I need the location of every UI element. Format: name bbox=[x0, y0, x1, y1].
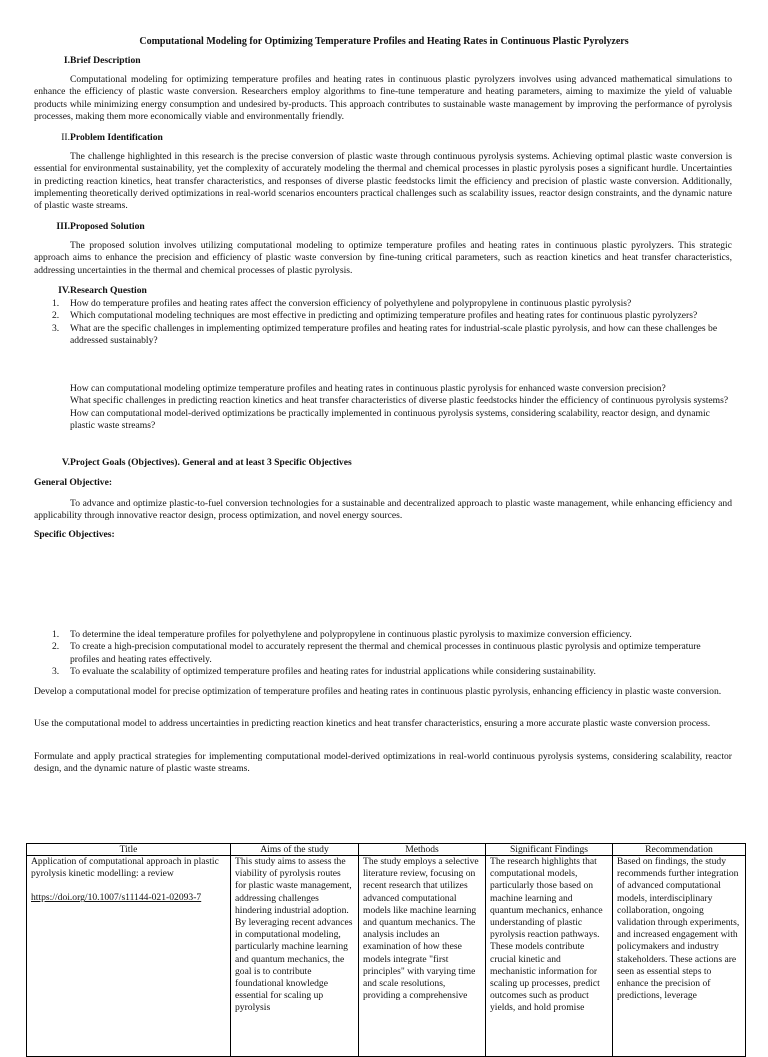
section-heading-brief-description: I. Brief Description bbox=[63, 55, 141, 66]
objective-paragraph: Develop a computational model for precise optimization of temperature profiles and heating rates in continuous plastic pyrolysis, enhancing efficiency in plastic waste conversion. bbox=[34, 686, 722, 697]
section-heading-project-goals: V. Project Goals (Objectives). General and at least 3 Specific Objectives bbox=[61, 457, 352, 468]
list-item: 1. To determine the ideal temperature profiles for polyethylene and polypropylene in continuous plastic pyrolysis to maximize conversion efficiency. bbox=[52, 629, 632, 640]
column-header-findings: Significant Findings bbox=[486, 844, 613, 856]
list-item: 3. To evaluate the scalability of optimized temperature profiles and heating rates for industrial applications while considering sustainability. bbox=[52, 665, 596, 677]
column-header-methods: Methods bbox=[359, 844, 486, 856]
general-objective-heading: General Objective: bbox=[34, 477, 113, 488]
general-objective-text: To advance and optimize plastic-to-fuel conversion technologies for a sustainable and decentralized approach to plastic waste management, while enhancing efficiency and applicability through innovative reactor design, process optimization, and novel energy sources. bbox=[34, 498, 732, 522]
list-item: 2. Which computational modeling techniques are most effective in predicting and optimizing temperature profiles and heating rates for continuous plastic pyrolyzers? bbox=[52, 310, 698, 322]
objective-paragraph: Formulate and apply practical strategies for implementing computational model-derived optimizations in real-world continuous pyrolysis systems, considering scalability, reactor design, and the dynamic nature of plastic waste streams. bbox=[34, 751, 732, 775]
section-heading-problem-identification: II. Problem Identification bbox=[61, 132, 163, 143]
research-question-list bbox=[34, 298, 732, 347]
list-item: 2. To create a high-precision computational model to accurately represent the thermal and chemical processes in continuous plastic pyrolysis and optimize temperature profiles and heating rates effectively. bbox=[52, 641, 701, 665]
specific-objectives-list bbox=[34, 629, 732, 678]
problem-identification-text: The challenge highlighted in this research is the precise conversion of plastic waste through continuous pyrolysis systems. Achieving optimal plastic waste conversion is essential for environmental sustainability, yet the complexity of accurately modeling the thermal and chemical processes in plastic pyrolysis poses a significant hurdle. Uncertainties in predicting reaction kinetics, heat transfer characteristics, and responses of diverse plastic feedstocks limit the efficiency and precision of plastic waste conversion. Additionally, implementing theoretically derived optimizations in real-world scenarios encounters practical challenges such as scalability issues, reactor design constraints, and the dynamic nature of plastic waste streams. bbox=[34, 151, 732, 212]
section-heading-proposed-solution: III. Proposed Solution bbox=[56, 221, 145, 232]
column-header-title: Title bbox=[27, 844, 231, 856]
column-header-recommendation: Recommendation bbox=[613, 844, 746, 856]
list-item: 1. How do temperature profiles and heating rates affect the conversion efficiency of polyethylene and polypropylene in continuous plastic pyrolysis? bbox=[52, 298, 632, 309]
cell-findings: The research highlights that computational models, particularly those based on machine learning and quantum mechanics, enhance understanding of plastic pyrolysis reaction pathways. These models contribute crucial kinetic and mechanistic information for scaling up processes, predict outcomes such as product yields, and hold promise bbox=[486, 856, 613, 1057]
cell-methods: The study employs a selective literature review, focusing on recent research that utilizes advanced computational models like machine learning and quantum mechanics. The analysis includes an examination of how these models integrate "first principles" with varying time and scale resolutions, providing a comprehensive bbox=[359, 856, 486, 1057]
proposed-solution-text: The proposed solution involves utilizing computational modeling to optimize temperature profiles and heating rates in continuous plastic pyrolyzers. This strategic approach aims to enhance the precision and efficiency of plastic waste conversion by fine-tuning critical parameters, such as reaction kinetics and heat transfer characteristics, addressing uncertainties in the thermal and chemical processes of plastic pyrolysis. bbox=[34, 240, 732, 276]
cell-title: Application of computational approach in plastic pyrolysis kinetic modelling: a review https://doi.org/10.1007/s11144-021-02093-7 bbox=[27, 856, 231, 1057]
column-header-aims: Aims of the study bbox=[231, 844, 359, 856]
brief-description-text: Computational modeling for optimizing temperature profiles and heating rates in continuous plastic pyrolyzers involves using advanced mathematical simulations to enhance the efficiency of plastic waste conversion. Researchers employ algorithms to fine-tune temperature and heating parameters, aiming to maximize the yield of valuable products while minimizing energy consumption and undesired by-products. This approach contributes to sustainable waste management by improving the performance of pyrolysis processes, making them more economically viable and environmentally friendly. bbox=[34, 74, 732, 122]
literature-review-table bbox=[26, 843, 746, 1057]
table-header-row bbox=[27, 844, 746, 856]
specific-objectives-heading: Specific Objectives: bbox=[34, 529, 115, 540]
list-item: 3. What are the specific challenges in implementing optimized temperature profiles and heating rates for industrial-scale plastic pyrolysis, and how can these challenges be addressed sustainably? bbox=[52, 322, 718, 346]
objective-paragraph: Use the computational model to address uncertainties in predicting reaction kinetics and heat transfer characteristics, ensuring a more accurate plastic waste conversion process. bbox=[34, 718, 711, 729]
additional-research-questions: How can computational modeling optimize temperature profiles and heating rates in continuous plastic pyrolysis for enhanced waste conversion precision? What specific challenges in predicting reaction kinetics and heat transfer characteristics of diverse plastic feedstocks hinder the efficiency of continuous pyrolysis systems? How can computational model-derived optimizations be practically implemented in continuous pyrolysis systems, considering scalability, reactor design, and dynamic plastic waste streams? bbox=[70, 383, 729, 431]
section-heading-research-question: IV. Research Question bbox=[58, 285, 147, 296]
doi-link[interactable]: https://doi.org/10.1007/s11144-021-02093-7 bbox=[31, 892, 202, 904]
cell-recommendation: Based on findings, the study recommends further integration of advanced computational models, interdisciplinary collaboration, ongoing validation through experiments, and increased engagement with policymakers and industry stakeholders. These actions are seen as essential steps to enhance the precision of predictions, leverage bbox=[613, 856, 746, 1057]
document-title: Computational Modeling for Optimizing Temperature Profiles and Heating Rates in Continuous Plastic Pyrolyzers bbox=[139, 36, 629, 47]
cell-aims: This study aims to assess the viability of pyrolysis routes for plastic waste management, addressing challenges hindering industrial adoption. By leveraging recent advances in computational modeling, particularly machine learning and quantum mechanics, the goal is to contribute foundational knowledge essential for scaling up pyrolysis bbox=[231, 856, 359, 1057]
table-row bbox=[27, 856, 746, 1057]
